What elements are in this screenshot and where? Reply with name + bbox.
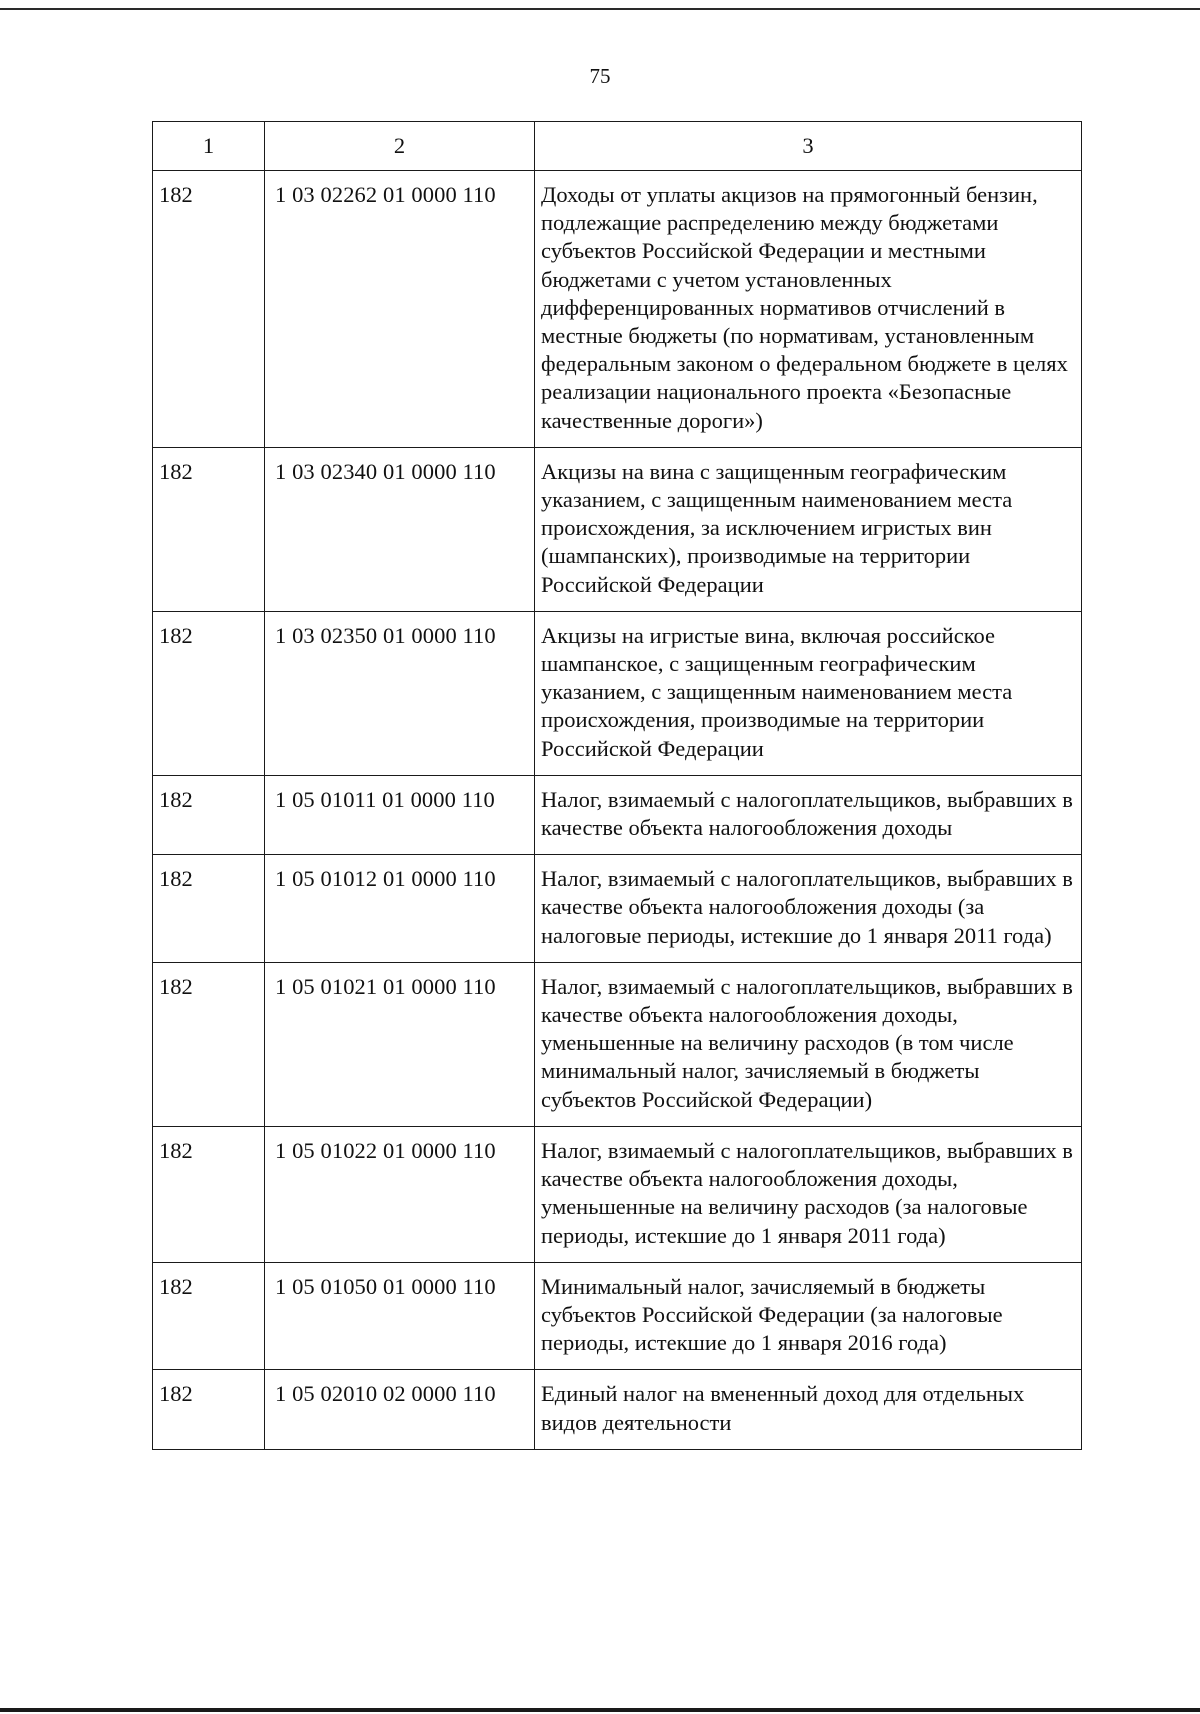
administrator-code-cell: 182 — [153, 775, 265, 854]
budget-classification-code-cell: 1 05 01011 01 0000 110 — [265, 775, 535, 854]
revenue-description-cell: Единый налог на вмененный доход для отдельных видов деятельности — [535, 1370, 1082, 1449]
administrator-code-cell: 182 — [153, 611, 265, 775]
table-row — [153, 611, 1082, 775]
administrator-code-cell: 182 — [153, 171, 265, 448]
administrator-code-cell: 182 — [153, 1126, 265, 1262]
table-header-row — [153, 122, 1082, 171]
column-header-1: 1 — [153, 122, 265, 171]
budget-classification-code-cell: 1 05 01050 01 0000 110 — [265, 1262, 535, 1370]
revenue-description-cell: Налог, взимаемый с налогоплательщиков, выбравших в качестве объекта налогообложения доходы, уменьшенные на величину расходов (в том числе минимальный налог, зачисляемый в бюджеты субъектов Российской Федерации) — [535, 962, 1082, 1126]
administrator-code-cell: 182 — [153, 962, 265, 1126]
page-bottom-edge-line — [0, 1708, 1200, 1712]
page-number: 75 — [589, 64, 611, 88]
table-row — [153, 171, 1082, 448]
administrator-code-cell: 182 — [153, 1370, 265, 1449]
table-row — [153, 1262, 1082, 1370]
table-row — [153, 1370, 1082, 1449]
revenue-description-cell: Налог, взимаемый с налогоплательщиков, выбравших в качестве объекта налогообложения доходы — [535, 775, 1082, 854]
revenue-description-cell: Акцизы на вина с защищенным географическим указанием, с защищенным наименованием места происхождения, за исключением игристых вин (шампанских), производимые на территории Российской Федерации — [535, 447, 1082, 611]
budget-classification-code-cell: 1 03 02350 01 0000 110 — [265, 611, 535, 775]
administrator-code-cell: 182 — [153, 447, 265, 611]
administrator-code-cell: 182 — [153, 855, 265, 963]
budget-classification-code-cell: 1 05 01022 01 0000 110 — [265, 1126, 535, 1262]
table-row — [153, 775, 1082, 854]
budget-classification-code-cell: 1 03 02340 01 0000 110 — [265, 447, 535, 611]
table-row — [153, 1126, 1082, 1262]
budget-classification-code-cell: 1 05 01021 01 0000 110 — [265, 962, 535, 1126]
budget-classification-code-cell: 1 05 01012 01 0000 110 — [265, 855, 535, 963]
revenue-description-cell: Акцизы на игристые вина, включая российское шампанское, с защищенным географическим указанием, с защищенным наименованием места происхождения, производимые на территории Российской Федерации — [535, 611, 1082, 775]
revenue-description-cell: Налог, взимаемый с налогоплательщиков, выбравших в качестве объекта налогообложения доходы (за налоговые периоды, истекшие до 1 января 2011 года) — [535, 855, 1082, 963]
column-header-2: 2 — [265, 122, 535, 171]
administrator-code-cell: 182 — [153, 1262, 265, 1370]
revenue-description-cell: Доходы от уплаты акцизов на прямогонный бензин, подлежащие распределению между бюджетами субъектов Российской Федерации и местными бюджетами с учетом установленных дифференцированных нормативов отчислений в местные бюджеты (по нормативам, установленным федеральным законом о федеральном бюджете в целях реализации национального проекта «Безопасные качественные дороги») — [535, 171, 1082, 448]
budget-classification-code-cell: 1 03 02262 01 0000 110 — [265, 171, 535, 448]
table-row — [153, 447, 1082, 611]
page-top-edge-line — [0, 8, 1200, 10]
revenue-description-cell: Налог, взимаемый с налогоплательщиков, выбравших в качестве объекта налогообложения доходы, уменьшенные на величину расходов (за налоговые периоды, истекшие до 1 января 2011 года) — [535, 1126, 1082, 1262]
table-row — [153, 962, 1082, 1126]
revenue-description-cell: Минимальный налог, зачисляемый в бюджеты субъектов Российской Федерации (за налоговые периоды, истекшие до 1 января 2016 года) — [535, 1262, 1082, 1370]
budget-classification-code-cell: 1 05 02010 02 0000 110 — [265, 1370, 535, 1449]
table-row — [153, 855, 1082, 963]
column-header-3: 3 — [535, 122, 1082, 171]
revenue-classification-table — [152, 121, 1082, 1450]
